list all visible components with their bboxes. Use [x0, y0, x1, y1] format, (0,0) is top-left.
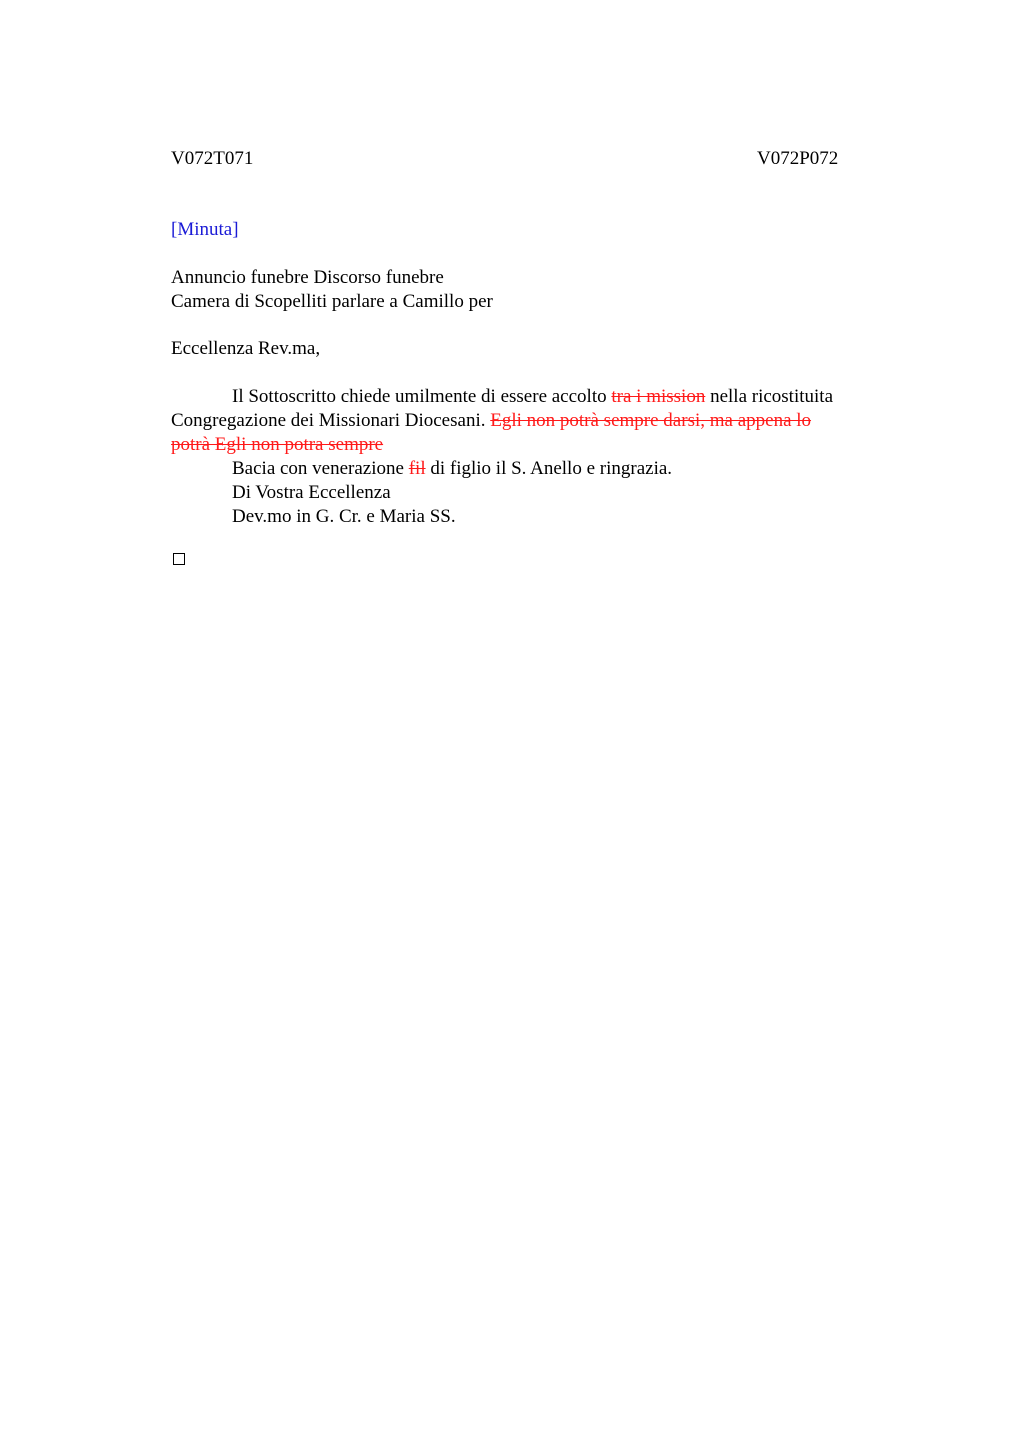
struck-text-3: fil: [408, 458, 426, 479]
salutation: Eccellenza Rev.ma,: [171, 338, 321, 359]
paragraph-2-text-a: Bacia con venerazione: [232, 458, 409, 479]
letter-paragraph-1: [171, 385, 851, 457]
document-code-right: V072P072: [757, 148, 839, 169]
closing-line-1: Di Vostra Eccellenza: [232, 482, 391, 503]
closing-line-2: Dev.mo in G. Cr. e Maria SS.: [232, 506, 456, 527]
paragraph-1-text-a: Il Sottoscritto chiede umilmente di essere accolto: [232, 386, 612, 407]
paragraph-1-text-b: nella ricostituita Congregazione dei Missionari Diocesani.: [171, 386, 834, 431]
letter-paragraph-2: [171, 457, 851, 481]
struck-text-2: Egli non potrà sempre darsi, ma appena lo potrà Egli non potra sempre: [171, 410, 812, 455]
notes-block: [171, 266, 851, 314]
checkbox-icon[interactable]: [173, 553, 185, 565]
minuta-heading: [Minuta]: [171, 219, 239, 240]
paragraph-2-text-b: di figlio il S. Anello e ringrazia.: [425, 458, 673, 479]
letter-body: [171, 385, 851, 529]
notes-line-1: Annuncio funebre Discorso funebre: [171, 267, 444, 288]
struck-text-1: tra i mission: [611, 386, 706, 407]
notes-line-2: Camera di Scopelliti parlare a Camillo per: [171, 291, 493, 312]
document-code-left: V072T071: [171, 148, 254, 169]
